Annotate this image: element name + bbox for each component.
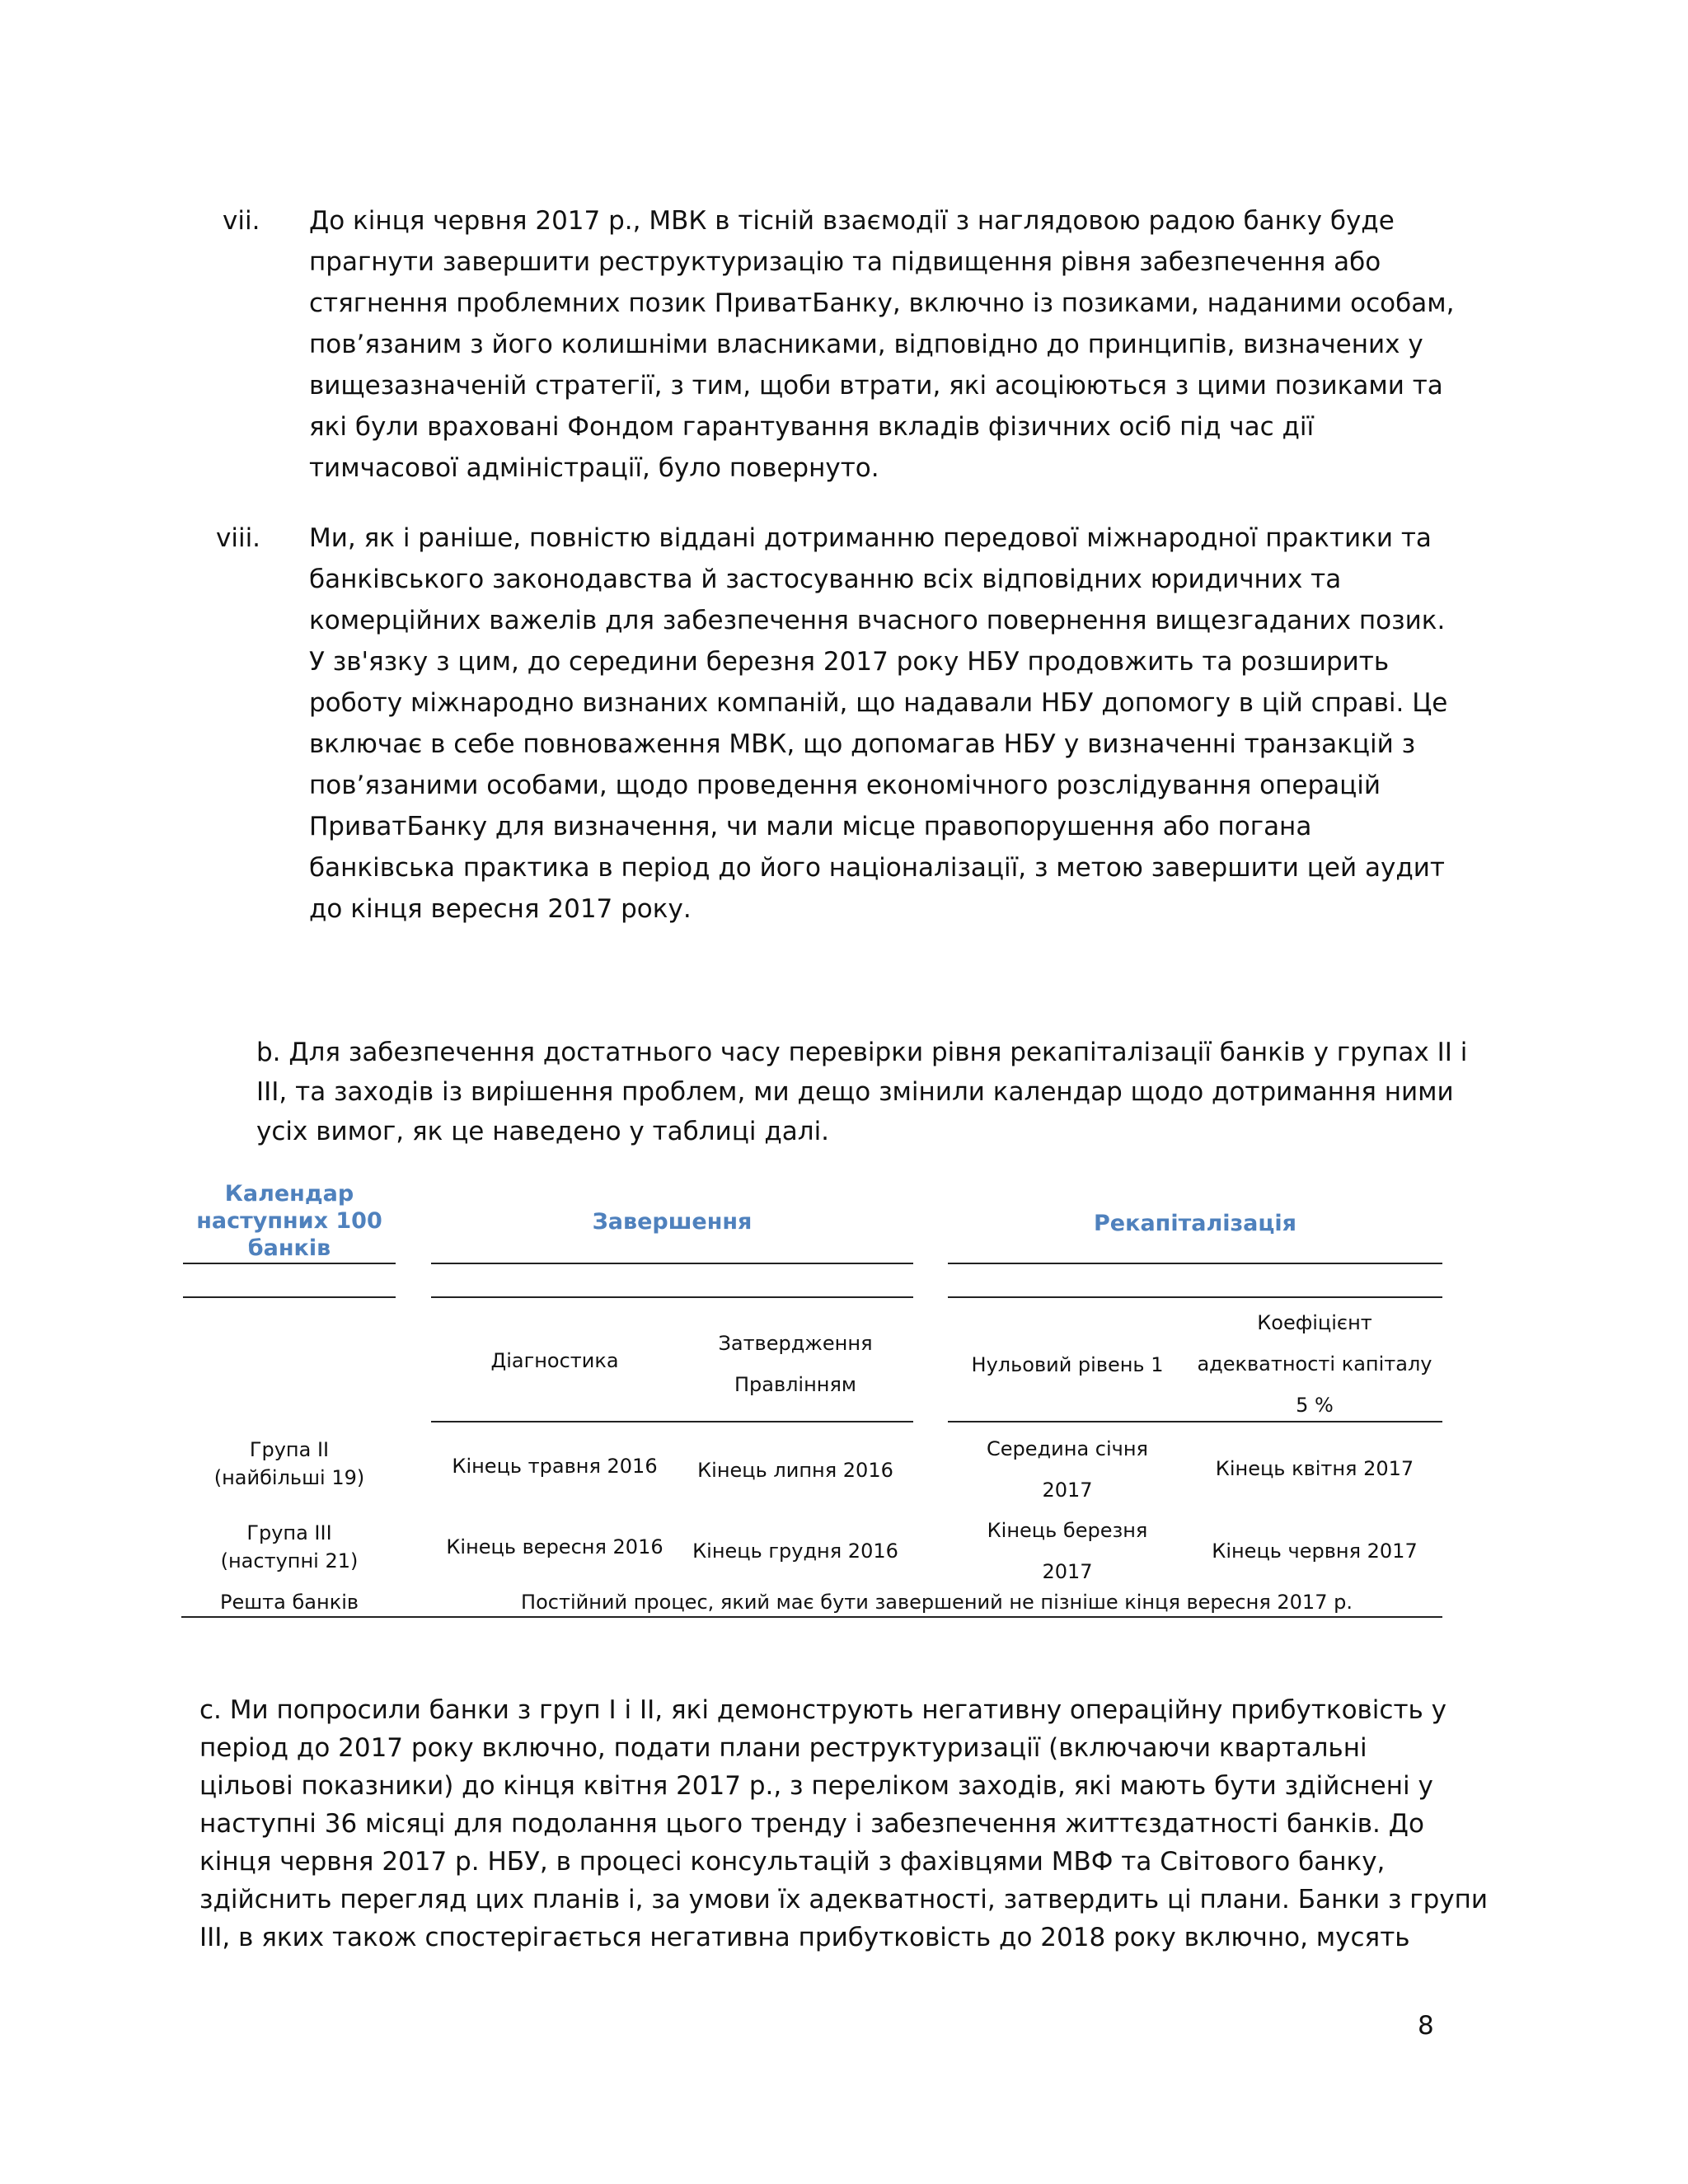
paragraph-c-line: c. Ми попросили банки з груп I і II, які демонструють негативну операційну прибутковість у [199,1695,1447,1725]
page-number: 8 [1418,2011,1434,2041]
zero-tier-line: Кінець березня [987,1519,1148,1542]
group-label-line: Група II [249,1438,330,1461]
zero-tier-line: 2017 [1042,1479,1093,1502]
subheader-diagnostics: Діагностика [490,1349,619,1372]
table-cell-approval: Кінець грудня 2016 [692,1540,898,1563]
group-label-line: Група III [246,1521,332,1544]
paragraph-c-line: період до 2017 року включно, подати плани реструктуризації (включаючи квартальні [199,1733,1367,1763]
zero-tier-line: 2017 [1042,1560,1093,1583]
table-row-group-label [183,1436,396,1492]
item-vii-line: пов’язаним з його колишніми власниками, відповідно до принципів, визначених у [309,330,1423,359]
rule [431,1263,913,1264]
subheader-car-line: адекватності капіталу [1197,1352,1432,1376]
table-cell-diagnostics: Кінець травня 2016 [452,1455,658,1478]
header-calendar [183,1180,396,1262]
item-viii-line: банківська практика в період до його націоналізації, з метою завершити цей аудит [309,853,1445,883]
header-calendar-line: банків [247,1235,331,1261]
subheader-approval-line: Затвердження [718,1332,873,1355]
item-vii-line: які були враховані Фондом гарантування вкладів фізичних осіб під час дії [309,412,1315,442]
table-cell-car: Кінець червня 2017 [1212,1540,1418,1563]
group-label-line: (найбільші 19) [213,1466,365,1489]
paragraph-c [199,1691,1489,1957]
item-viii-line: У зв'язку з цим, до середини березня 2017 року НБУ продовжить та розширить [309,647,1390,677]
subheader-approval-line: Правлінням [734,1373,857,1396]
paragraph-c-line: кінця червня 2017 р. НБУ, в процесі консультацій з фахівцями МВФ та Світового банку, [199,1847,1386,1877]
subheader-approval [676,1323,915,1405]
paragraph-c-line: III, в яких також спостерігається негативна прибутковість до 2018 року включно, мусять [199,1923,1410,1952]
paragraph-c-line: здійснить перегляд цих планів і, за умови їх адекватності, затвердить ці плани. Банки з групи [199,1885,1489,1915]
item-vii-line: прагнути завершити реструктуризацію та підвищення рівня забезпечення або [309,247,1381,277]
header-calendar-line: Календар [224,1181,354,1207]
rule [183,1296,396,1298]
subheader-zero-tier: Нульовий рівень 1 [971,1353,1164,1376]
table-cell-diagnostics: Кінець вересня 2016 [446,1535,663,1558]
subheader-car-line: 5 % [1296,1394,1334,1417]
item-vii-line: тимчасової адміністрації, було повернуто. [309,453,879,483]
header-completion: Завершення [592,1209,753,1235]
item-vii-line: стягнення проблемних позик ПриватБанку, включно із позиками, наданими особам, [309,288,1455,318]
paragraph-b-line: b. Для забезпечення достатнього часу перевірки рівня рекапіталізації банків у групах II і [256,1038,1468,1067]
table-bottom-rule [181,1616,1442,1618]
item-viii-line: пов’язаними особами, щодо проведення економічного розслідування операцій [309,771,1381,800]
item-viii-line: комерційних важелів для забезпечення вчасного повернення вищезгаданих позик. [309,606,1446,635]
item-number-viii: viii. [216,523,261,553]
rule [431,1421,913,1422]
item-vii-line: вищезазначеній стратегії, з тим, щоби втрати, які асоціюються з цими позиками та [309,371,1443,401]
item-viii-line: до кінця вересня 2017 року. [309,894,692,924]
item-vii-line: До кінця червня 2017 р., МВК в тісній взаємодії з наглядовою радою банку буде [309,206,1395,236]
header-calendar-line: наступних 100 [196,1208,382,1234]
item-vii-text [309,200,1455,489]
subheader-car [1187,1302,1442,1426]
table-cell-zero-tier [948,1428,1187,1511]
item-viii-line: банківського законодавства й застосуванню всіх відповідних юридичних та [309,565,1342,594]
rule [431,1296,913,1298]
header-recapitalization: Рекапіталізація [1094,1211,1296,1236]
rule [183,1263,396,1264]
item-number-vii: vii. [223,206,260,236]
paragraph-b-line: усіх вимог, як це наведено у таблиці далі. [256,1117,830,1146]
rule [948,1263,1442,1264]
table-cell-approval: Кінець липня 2016 [697,1459,893,1482]
zero-tier-line: Середина січня [987,1437,1148,1460]
subheader-car-line: Коефіцієнт [1257,1311,1372,1334]
item-viii-line: ПриватБанку для визначення, чи мали місце правопорушення або погана [309,812,1312,841]
group-label-line: (наступні 21) [220,1549,359,1572]
table-rest-label: Решта банків [219,1591,359,1614]
table-cell-car: Кінець квітня 2017 [1215,1457,1414,1480]
item-viii-line: Ми, як і раніше, повністю віддані дотриманню передової міжнародної практики та [309,523,1432,553]
table-cell-zero-tier [948,1510,1187,1592]
item-viii-text [309,518,1447,930]
paragraph-c-line: наступні 36 місяці для подолання цього тренду і забезпечення життєздатності банків. До [199,1809,1424,1839]
paragraph-b-line: III, та заходів із вирішення проблем, ми дещо змінили календар щодо дотримання ними [256,1077,1454,1107]
item-viii-line: роботу міжнародно визнаних компаній, що надавали НБУ допомогу в цій справі. Це [309,688,1448,718]
table-row-group-label [183,1519,396,1575]
paragraph-c-line: цільові показники) до кінця квітня 2017 р., з переліком заходів, які мають бути здійснені у [199,1771,1433,1801]
paragraph-b [256,1033,1468,1151]
rule [948,1296,1442,1298]
rule [948,1421,1442,1422]
table-rest-text: Постійний процес, який має бути завершений не пізніше кінця вересня 2017 р. [521,1591,1353,1614]
item-viii-line: включає в себе повноваження МВК, що допомагав НБУ у визначенні транзакцій з [309,729,1416,759]
